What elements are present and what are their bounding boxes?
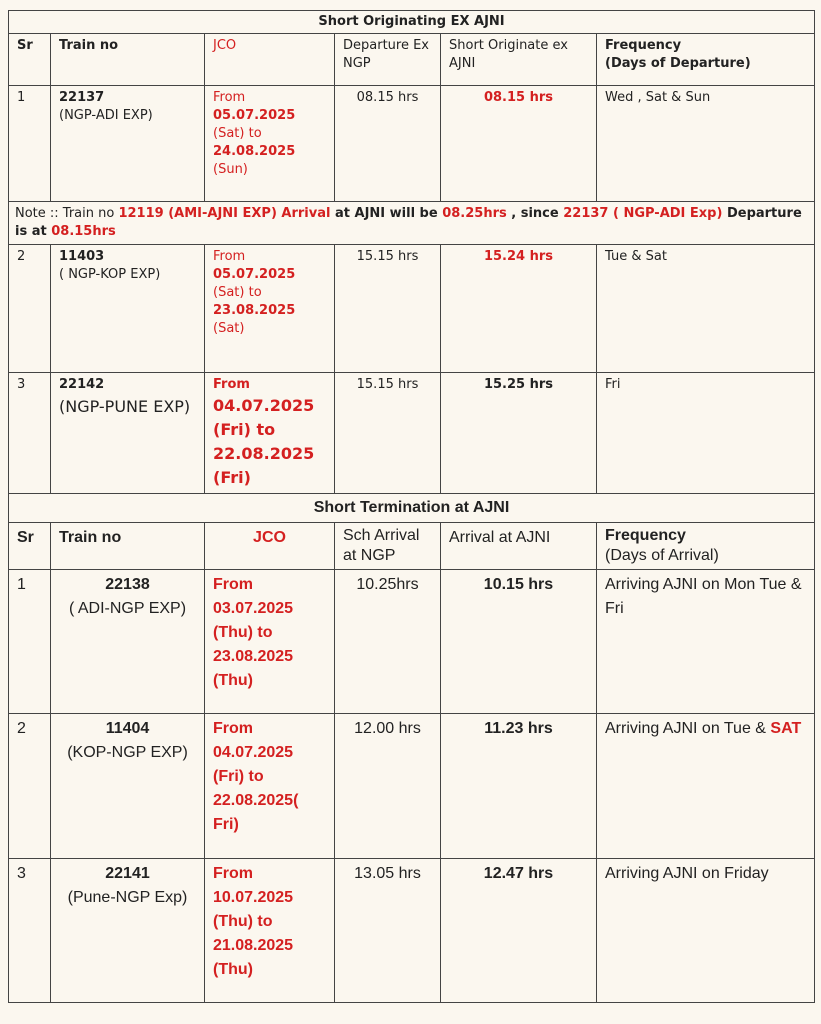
note-since: , since [506, 206, 564, 221]
jco-end-day: (Thu) [213, 961, 253, 978]
header-sch-arrival: Sch Arrival at NGP [335, 523, 441, 570]
timetable-sheet [8, 10, 814, 1003]
note-mid: at AJNI will be [330, 206, 443, 221]
train-name: (NGP-PUNE EXP) [59, 397, 191, 416]
train-name: ( ADI-NGP EXP) [68, 600, 187, 617]
row-departure: 15.15 hrs [335, 373, 441, 494]
table-row [9, 86, 815, 202]
header-jco: JCO [205, 34, 335, 86]
row-train [51, 714, 205, 859]
row-arrival-ajni: 12.47 hrs [441, 859, 597, 1003]
row-frequency [597, 859, 815, 1003]
jco-start-day: (Thu) to [213, 624, 273, 641]
note-arrival-word: Arrival [276, 206, 331, 221]
row-arrival-ajni: 11.23 hrs [441, 714, 597, 859]
table-row [9, 859, 815, 1003]
train-number: 11404 [105, 720, 150, 737]
jco-end-date: 24.08.2025 [213, 144, 296, 159]
jco-from: From [213, 249, 246, 264]
train-name: (NGP-ADI EXP) [59, 108, 153, 123]
train-name: (KOP-NGP EXP) [67, 744, 188, 761]
short-originating-table-cont [8, 372, 815, 494]
note-row [9, 202, 815, 245]
row-jco [205, 245, 335, 373]
jco-start-day: (Fri) to [213, 768, 264, 785]
row-train [51, 570, 205, 714]
table-row [9, 570, 815, 714]
frequency-text: Arriving AJNI on Tue & [605, 720, 771, 737]
jco-end-date: 23.08.2025 [213, 303, 296, 318]
section2-title: Short Termination at AJNI [9, 494, 815, 523]
row-frequency: Fri [597, 373, 815, 494]
jco-start-date: 05.07.2025 [213, 108, 296, 123]
row-train [51, 373, 205, 494]
header-sr: Sr [9, 523, 51, 570]
frequency-highlight: SAT [770, 720, 802, 737]
table-row [9, 714, 815, 859]
section1-title: Short Originating EX AJNI [9, 11, 815, 34]
train-number: 22141 [105, 865, 150, 882]
header-frequency [597, 523, 815, 570]
jco-start-day: (Thu) to [213, 913, 273, 930]
header-frequency-line1: Frequency [605, 527, 686, 544]
jco-from: From [213, 90, 246, 105]
jco-end-date: 22.08.2025( [213, 792, 299, 809]
note-train2: 22137 ( NGP-ADI Exp) [563, 206, 723, 221]
frequency-text: Arriving AJNI on Friday [605, 865, 769, 882]
row-arrival-ajni: 10.15 hrs [441, 570, 597, 714]
row-sr: 1 [9, 86, 51, 202]
row-sr: 2 [9, 245, 51, 373]
header-train-no: Train no [51, 34, 205, 86]
row-frequency: Wed , Sat & Sun [597, 86, 815, 202]
jco-end-day: (Sat) [213, 321, 245, 336]
jco-start-date: 04.07.2025 [213, 396, 315, 415]
header-short-originate: Short Originate ex AJNI [441, 34, 597, 86]
row-jco [205, 86, 335, 202]
train-number: 22142 [59, 377, 105, 392]
jco-from: From [213, 377, 250, 392]
header-frequency-line1: Frequency [605, 38, 682, 53]
row-sr: 1 [9, 570, 51, 714]
section2-header-row [9, 523, 815, 570]
note-text [9, 202, 815, 245]
row-short-originate: 15.25 hrs [441, 373, 597, 494]
row-frequency [597, 714, 815, 859]
jco-from: From [213, 720, 253, 737]
header-frequency [597, 34, 815, 86]
note-prefix: Note :: Train no [15, 206, 119, 221]
header-train-no: Train no [51, 523, 205, 570]
table-row [9, 245, 815, 373]
note-departure-time: 08.15hrs [51, 224, 116, 239]
train-number: 22137 [59, 90, 105, 105]
header-departure: Departure Ex NGP [335, 34, 441, 86]
row-sr: 3 [9, 859, 51, 1003]
row-jco [205, 714, 335, 859]
short-originating-table [8, 10, 815, 373]
row-jco [205, 570, 335, 714]
jco-start-day: (Sat) to [213, 285, 262, 300]
row-sch-arrival: 13.05 hrs [335, 859, 441, 1003]
frequency-text: Arriving AJNI on Mon Tue & Fri [605, 576, 802, 617]
row-frequency [597, 570, 815, 714]
jco-start-day: (Sat) to [213, 126, 262, 141]
jco-start-day: (Fri) to [213, 420, 276, 439]
jco-end-date: 21.08.2025 [213, 937, 294, 954]
row-sch-arrival: 10.25hrs [335, 570, 441, 714]
note-departure-word: Departure is at [15, 206, 802, 239]
section1-header-row [9, 34, 815, 86]
row-jco [205, 859, 335, 1003]
jco-from: From [213, 576, 253, 593]
train-number: 11403 [59, 249, 105, 264]
note-train: 12119 (AMI-AJNI EXP) [118, 206, 277, 221]
train-name: (Pune-NGP Exp) [67, 889, 188, 906]
header-frequency-line2: (Days of Departure) [605, 56, 751, 71]
row-jco [205, 373, 335, 494]
row-sch-arrival: 12.00 hrs [335, 714, 441, 859]
jco-from: From [213, 865, 253, 882]
header-arrival-ajni: Arrival at AJNI [441, 523, 597, 570]
train-number: 22138 [105, 576, 150, 593]
train-name: ( NGP-KOP EXP) [59, 267, 161, 282]
jco-end-date: 23.08.2025 [213, 648, 294, 665]
jco-end-day: (Thu) [213, 672, 253, 689]
row-short-originate: 15.24 hrs [441, 245, 597, 373]
jco-start-date: 03.07.2025 [213, 600, 294, 617]
jco-start-date: 05.07.2025 [213, 267, 296, 282]
row-short-originate: 08.15 hrs [441, 86, 597, 202]
header-jco: JCO [205, 523, 335, 570]
row-departure: 15.15 hrs [335, 245, 441, 373]
header-frequency-line2: (Days of Arrival) [605, 547, 719, 564]
jco-end-day: (Fri) [213, 468, 251, 487]
row-sr: 3 [9, 373, 51, 494]
jco-end-date: 22.08.2025 [213, 444, 315, 463]
jco-start-date: 10.07.2025 [213, 889, 294, 906]
row-train [51, 86, 205, 202]
row-train [51, 245, 205, 373]
row-frequency: Tue & Sat [597, 245, 815, 373]
jco-start-date: 04.07.2025 [213, 744, 294, 761]
jco-end-day: Fri) [213, 816, 239, 833]
row-sr: 2 [9, 714, 51, 859]
header-sr: Sr [9, 34, 51, 86]
table-row [9, 373, 815, 494]
note-arrival-time: 08.25hrs [442, 206, 507, 221]
row-train [51, 859, 205, 1003]
row-departure: 08.15 hrs [335, 86, 441, 202]
short-termination-table [8, 493, 815, 1003]
jco-end-day: (Sun) [213, 162, 248, 177]
